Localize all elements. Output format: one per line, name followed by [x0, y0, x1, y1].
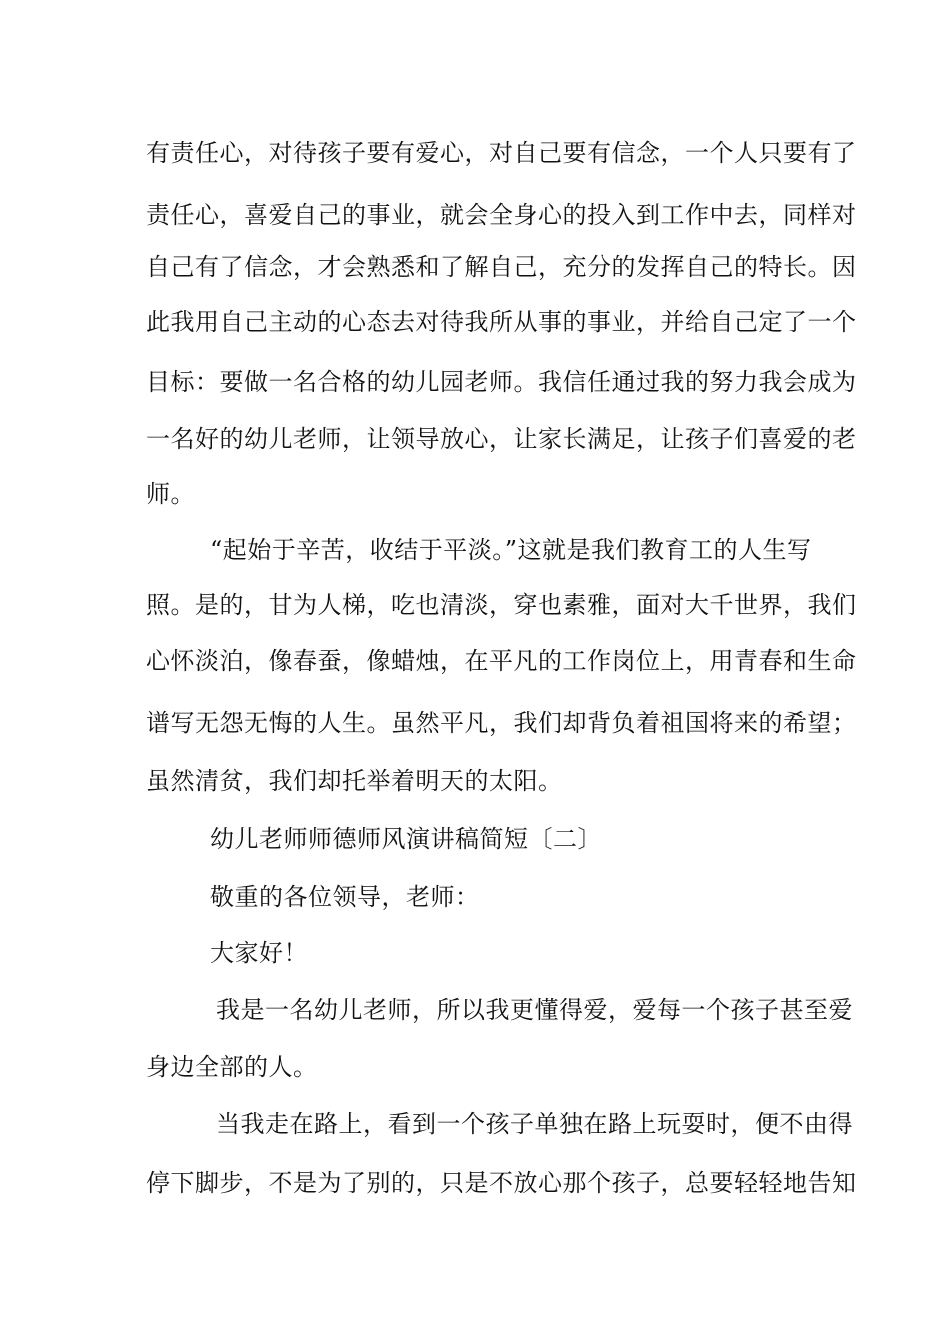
- paragraph-1-line-4: 此我用自己主动的心态去对待我所从事的事业，并给自己定了一个: [146, 308, 857, 336]
- paragraph-1-line-7: 师。: [146, 480, 195, 508]
- paragraph-3-line-1: 我是一名幼儿老师，所以我更懂得爱，爱每一个孩子甚至爱: [216, 996, 853, 1024]
- paragraph-2-line-1: “起始于辛苦，收结于平淡。”这就是我们教育工的人生写: [210, 536, 812, 564]
- paragraph-1-line-5: 目标：要做一名合格的幼儿园老师。我信任通过我的努力我会成为: [146, 368, 857, 396]
- paragraph-2-line-2: 照。是的，甘为人梯，吃也清淡，穿也素雅，面对大千世界，我们: [146, 591, 857, 619]
- paragraph-2-line-4: 谱写无怨无悔的人生。虽然平凡，我们却背负着祖国将来的希望；: [146, 709, 857, 737]
- paragraph-1-line-6: 一名好的幼儿老师，让领导放心，让家长满足，让孩子们喜爱的老: [146, 425, 857, 453]
- paragraph-1-line-2: 责任心，喜爱自己的事业，就会全身心的投入到工作中去，同样对: [146, 201, 857, 229]
- greeting: 大家好！: [210, 939, 308, 967]
- paragraph-1-line-3: 自己有了信念，才会熟悉和了解自己，充分的发挥自己的特长。因: [146, 253, 857, 281]
- paragraph-2-line-3: 心怀淡泊，像春蚕，像蜡烛，在平凡的工作岗位上，用青春和生命: [146, 647, 857, 675]
- paragraph-2-line-5: 虽然清贫，我们却托举着明天的太阳。: [146, 767, 563, 795]
- paragraph-1-line-1: 有责任心，对待孩子要有爱心，对自己要有信念，一个人只要有了: [146, 139, 857, 167]
- salutation: 敬重的各位领导，老师：: [210, 883, 480, 911]
- paragraph-4-line-2: 停下脚步，不是为了别的，只是不放心那个孩子，总要轻轻地告知: [146, 1169, 857, 1197]
- paragraph-4-line-1: 当我走在路上，看到一个孩子单独在路上玩耍时，便不由得: [216, 1110, 853, 1138]
- section-title: 幼儿老师师德师风演讲稿简短〔二〕: [210, 825, 602, 853]
- paragraph-3-line-2: 身边全部的人。: [146, 1053, 318, 1081]
